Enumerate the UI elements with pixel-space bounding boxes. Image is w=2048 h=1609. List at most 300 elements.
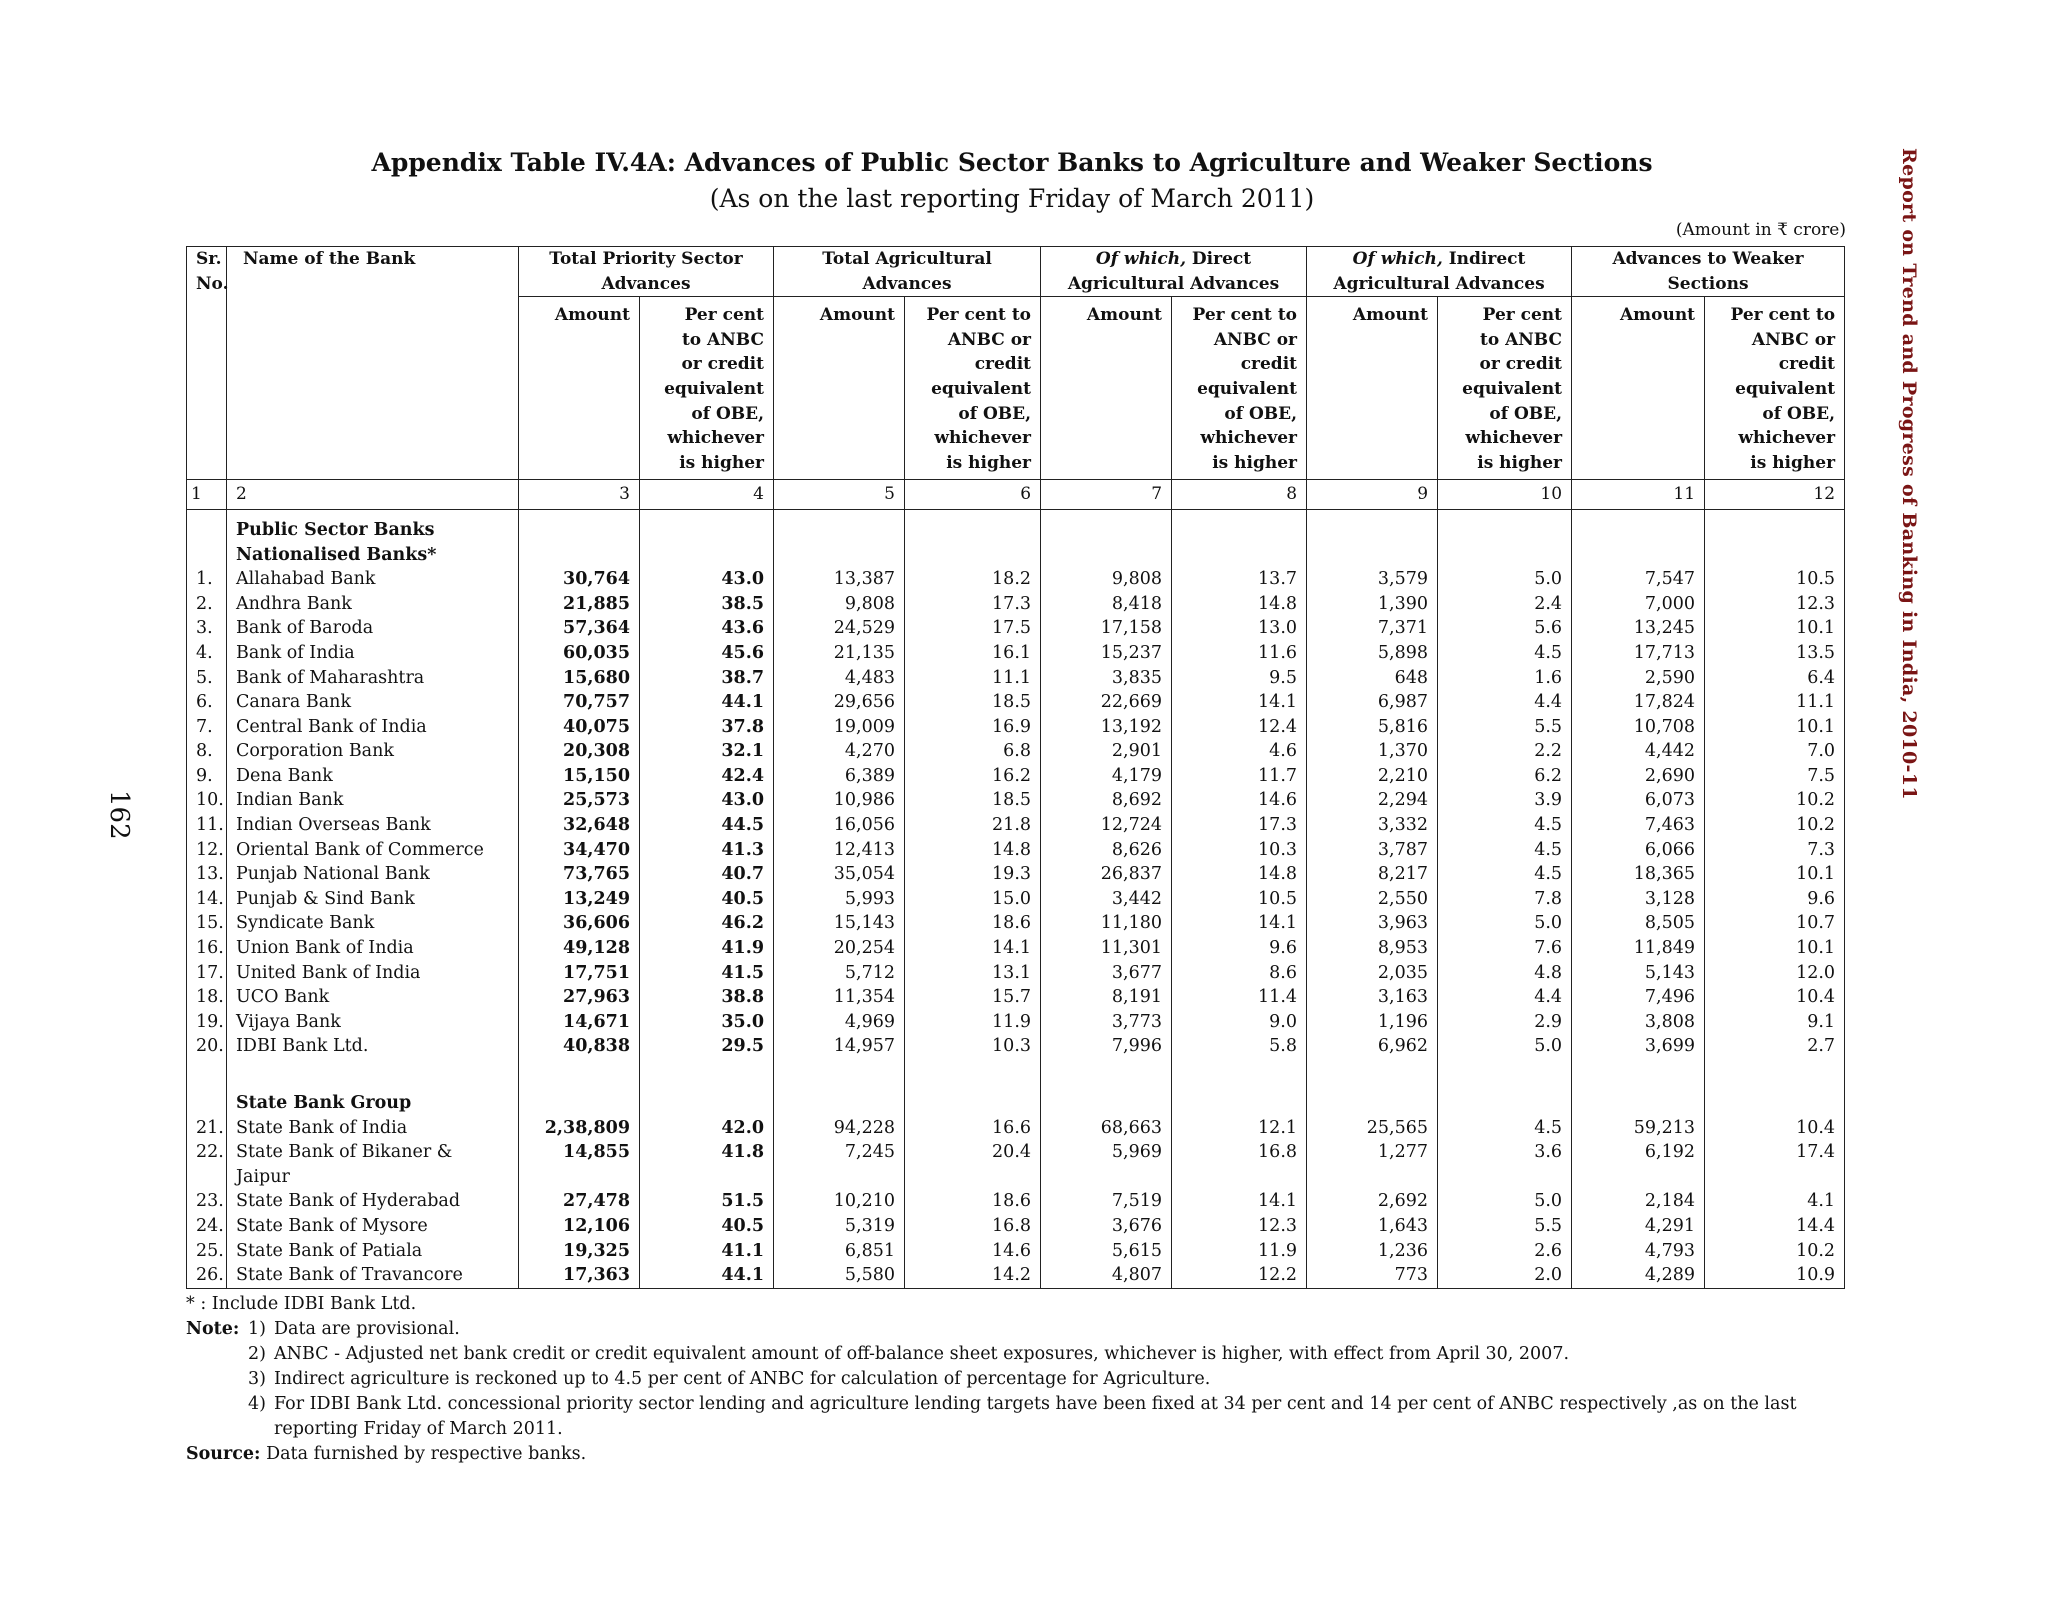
weaker-amount: 18,365 bbox=[1572, 862, 1705, 887]
direct-percent: 9.6 bbox=[1172, 936, 1307, 961]
priority-percent: 32.1 bbox=[640, 739, 774, 764]
indirect-percent: 3.9 bbox=[1438, 788, 1572, 813]
indirect-percent: 4.5 bbox=[1438, 862, 1572, 887]
weaker-percent: 10.1 bbox=[1705, 715, 1845, 740]
weaker-amount: 3,699 bbox=[1572, 1034, 1705, 1059]
sr-no: 17. bbox=[187, 961, 227, 986]
direct-percent: 16.8 bbox=[1172, 1140, 1307, 1189]
sr-no: 5. bbox=[187, 666, 227, 691]
bank-name: Syndicate Bank bbox=[227, 911, 519, 936]
bank-name: State Bank of Travancore bbox=[227, 1263, 519, 1288]
indirect-percent: 6.2 bbox=[1438, 764, 1572, 789]
sr-no: 25. bbox=[187, 1239, 227, 1264]
agri-percent: 16.9 bbox=[905, 715, 1041, 740]
weaker-percent: 10.2 bbox=[1705, 788, 1845, 813]
priority-percent: 42.4 bbox=[640, 764, 774, 789]
agri-amount: 14,957 bbox=[774, 1034, 905, 1059]
weaker-amount: 3,808 bbox=[1572, 1010, 1705, 1035]
direct-percent: 14.6 bbox=[1172, 788, 1307, 813]
agri-amount: 20,254 bbox=[774, 936, 905, 961]
weaker-percent: 11.1 bbox=[1705, 690, 1845, 715]
table-title: Appendix Table IV.4A: Advances of Public Sector Banks to Agriculture and Weaker Sections bbox=[371, 148, 1653, 177]
sr-no: 7. bbox=[187, 715, 227, 740]
bank-name: Allahabad Bank bbox=[227, 567, 519, 592]
table-row bbox=[187, 1189, 1845, 1214]
agri-amount: 6,389 bbox=[774, 764, 905, 789]
direct-amount: 3,676 bbox=[1041, 1214, 1172, 1239]
agri-percent: 17.5 bbox=[905, 616, 1041, 641]
weaker-amount: 2,690 bbox=[1572, 764, 1705, 789]
agri-amount: 10,986 bbox=[774, 788, 905, 813]
indirect-percent: 4.5 bbox=[1438, 813, 1572, 838]
priority-amount: 60,035 bbox=[519, 641, 640, 666]
direct-percent: 14.1 bbox=[1172, 911, 1307, 936]
direct-amount: 3,442 bbox=[1041, 887, 1172, 912]
direct-percent: 14.8 bbox=[1172, 862, 1307, 887]
weaker-amount: 4,289 bbox=[1572, 1263, 1705, 1288]
weaker-amount: 10,708 bbox=[1572, 715, 1705, 740]
direct-percent: 11.9 bbox=[1172, 1239, 1307, 1264]
table-row bbox=[187, 666, 1845, 691]
sr-no: 24. bbox=[187, 1214, 227, 1239]
direct-percent: 17.3 bbox=[1172, 813, 1307, 838]
indirect-amount: 8,217 bbox=[1307, 862, 1438, 887]
agri-amount: 35,054 bbox=[774, 862, 905, 887]
indirect-percent: 2.6 bbox=[1438, 1239, 1572, 1264]
sr-no: 21. bbox=[187, 1116, 227, 1141]
weaker-percent: 10.4 bbox=[1705, 985, 1845, 1010]
agri-percent: 18.2 bbox=[905, 567, 1041, 592]
agri-percent: 20.4 bbox=[905, 1140, 1041, 1189]
direct-percent: 10.3 bbox=[1172, 838, 1307, 863]
agri-amount: 19,009 bbox=[774, 715, 905, 740]
direct-amount: 2,901 bbox=[1041, 739, 1172, 764]
direct-amount: 8,692 bbox=[1041, 788, 1172, 813]
indirect-amount: 648 bbox=[1307, 666, 1438, 691]
indirect-amount: 1,390 bbox=[1307, 592, 1438, 617]
note-label: Note: bbox=[186, 1319, 240, 1339]
direct-amount: 22,669 bbox=[1041, 690, 1172, 715]
priority-percent: 41.8 bbox=[640, 1140, 774, 1189]
agri-percent: 16.6 bbox=[905, 1116, 1041, 1141]
priority-percent: 35.0 bbox=[640, 1010, 774, 1035]
indirect-percent: 2.0 bbox=[1438, 1263, 1572, 1288]
priority-amount: 40,075 bbox=[519, 715, 640, 740]
priority-percent: 42.0 bbox=[640, 1116, 774, 1141]
section-heading-row bbox=[187, 543, 1845, 568]
indirect-amount: 5,898 bbox=[1307, 641, 1438, 666]
indirect-amount: 2,550 bbox=[1307, 887, 1438, 912]
priority-amount: 73,765 bbox=[519, 862, 640, 887]
indirect-amount: 3,332 bbox=[1307, 813, 1438, 838]
indirect-percent: 5.6 bbox=[1438, 616, 1572, 641]
agri-percent: 16.8 bbox=[905, 1214, 1041, 1239]
priority-percent: 40.5 bbox=[640, 887, 774, 912]
weaker-percent: 9.6 bbox=[1705, 887, 1845, 912]
weaker-amount: 6,192 bbox=[1572, 1140, 1705, 1189]
bank-name: Union Bank of India bbox=[227, 936, 519, 961]
direct-amount: 7,519 bbox=[1041, 1189, 1172, 1214]
bank-name: State Bank of India bbox=[227, 1116, 519, 1141]
table-row bbox=[187, 1140, 1845, 1189]
priority-amount: 30,764 bbox=[519, 567, 640, 592]
priority-amount: 34,470 bbox=[519, 838, 640, 863]
sr-no: 14. bbox=[187, 887, 227, 912]
table-row bbox=[187, 985, 1845, 1010]
direct-percent: 5.8 bbox=[1172, 1034, 1307, 1059]
direct-percent: 14.8 bbox=[1172, 592, 1307, 617]
bank-name: United Bank of India bbox=[227, 961, 519, 986]
priority-amount: 70,757 bbox=[519, 690, 640, 715]
bank-name: Punjab & Sind Bank bbox=[227, 887, 519, 912]
bank-name: State Bank of Bikaner & Jaipur bbox=[227, 1140, 519, 1189]
indirect-percent: 2.2 bbox=[1438, 739, 1572, 764]
note-4: 4) For IDBI Bank Ltd. concessional priority sector lending and agriculture lending targets have been fixed at 34 per cent and 14 per cent of ANBC respectively ,as on the last reporting Friday of March 2011. bbox=[248, 1394, 1797, 1439]
agri-amount: 12,413 bbox=[774, 838, 905, 863]
direct-amount: 11,301 bbox=[1041, 936, 1172, 961]
indirect-percent: 4.5 bbox=[1438, 1116, 1572, 1141]
table-row bbox=[187, 1263, 1845, 1288]
priority-amount: 14,855 bbox=[519, 1140, 640, 1189]
direct-amount: 9,808 bbox=[1041, 567, 1172, 592]
direct-percent: 12.3 bbox=[1172, 1214, 1307, 1239]
sr-no: 6. bbox=[187, 690, 227, 715]
note-3: 3) Indirect agriculture is reckoned up to 4.5 per cent of ANBC for calculation of percentage for Agriculture. bbox=[248, 1369, 1211, 1389]
agri-percent: 16.1 bbox=[905, 641, 1041, 666]
table-row bbox=[187, 1116, 1845, 1141]
header-amount: Amount bbox=[1041, 297, 1172, 480]
weaker-percent: 2.7 bbox=[1705, 1034, 1845, 1059]
direct-amount: 8,191 bbox=[1041, 985, 1172, 1010]
sr-no: 22. bbox=[187, 1140, 227, 1189]
indirect-amount: 8,953 bbox=[1307, 936, 1438, 961]
column-number: 12 bbox=[1705, 480, 1845, 510]
agri-amount: 10,210 bbox=[774, 1189, 905, 1214]
weaker-percent: 12.3 bbox=[1705, 592, 1845, 617]
priority-percent: 41.5 bbox=[640, 961, 774, 986]
bank-name: Andhra Bank bbox=[227, 592, 519, 617]
sr-no: 23. bbox=[187, 1189, 227, 1214]
column-number: 7 bbox=[1041, 480, 1172, 510]
agri-percent: 13.1 bbox=[905, 961, 1041, 986]
agri-percent: 11.1 bbox=[905, 666, 1041, 691]
indirect-percent: 3.6 bbox=[1438, 1140, 1572, 1189]
priority-amount: 27,963 bbox=[519, 985, 640, 1010]
sr-no: 3. bbox=[187, 616, 227, 641]
bank-name: Vijaya Bank bbox=[227, 1010, 519, 1035]
agri-amount: 4,270 bbox=[774, 739, 905, 764]
table-row bbox=[187, 1214, 1845, 1239]
priority-amount: 13,249 bbox=[519, 887, 640, 912]
column-number: 3 bbox=[519, 480, 640, 510]
agri-amount: 13,387 bbox=[774, 567, 905, 592]
indirect-amount: 2,210 bbox=[1307, 764, 1438, 789]
priority-percent: 44.1 bbox=[640, 690, 774, 715]
advances-table bbox=[186, 246, 1845, 1289]
direct-amount: 4,179 bbox=[1041, 764, 1172, 789]
agri-percent: 18.6 bbox=[905, 911, 1041, 936]
agri-amount: 5,319 bbox=[774, 1214, 905, 1239]
weaker-percent: 13.5 bbox=[1705, 641, 1845, 666]
sr-no: 1. bbox=[187, 567, 227, 592]
agri-amount: 6,851 bbox=[774, 1239, 905, 1264]
table-row bbox=[187, 911, 1845, 936]
weaker-amount: 3,128 bbox=[1572, 887, 1705, 912]
agri-amount: 9,808 bbox=[774, 592, 905, 617]
sr-no: 10. bbox=[187, 788, 227, 813]
agri-amount: 29,656 bbox=[774, 690, 905, 715]
weaker-amount: 4,291 bbox=[1572, 1214, 1705, 1239]
direct-amount: 5,969 bbox=[1041, 1140, 1172, 1189]
agri-amount: 11,354 bbox=[774, 985, 905, 1010]
bank-name: Bank of India bbox=[227, 641, 519, 666]
agri-amount: 21,135 bbox=[774, 641, 905, 666]
sr-no: 20. bbox=[187, 1034, 227, 1059]
sr-no: 4. bbox=[187, 641, 227, 666]
note-1: Note: 1) Data are provisional. bbox=[186, 1317, 1846, 1342]
agri-amount: 7,245 bbox=[774, 1140, 905, 1189]
column-number: 1 bbox=[187, 480, 227, 510]
indirect-amount: 2,294 bbox=[1307, 788, 1438, 813]
weaker-percent: 10.1 bbox=[1705, 616, 1845, 641]
section-heading: Nationalised Banks* bbox=[227, 543, 519, 568]
weaker-percent: 10.1 bbox=[1705, 936, 1845, 961]
agri-percent: 14.6 bbox=[905, 1239, 1041, 1264]
priority-percent: 37.8 bbox=[640, 715, 774, 740]
priority-percent: 41.9 bbox=[640, 936, 774, 961]
agri-percent: 11.9 bbox=[905, 1010, 1041, 1035]
direct-amount: 8,626 bbox=[1041, 838, 1172, 863]
page-number: 162 bbox=[104, 790, 134, 840]
priority-percent: 44.5 bbox=[640, 813, 774, 838]
agri-percent: 17.3 bbox=[905, 592, 1041, 617]
table-row bbox=[187, 862, 1845, 887]
bank-name: Central Bank of India bbox=[227, 715, 519, 740]
agri-percent: 14.1 bbox=[905, 936, 1041, 961]
column-number: 2 bbox=[227, 480, 519, 510]
indirect-amount: 6,962 bbox=[1307, 1034, 1438, 1059]
column-number: 8 bbox=[1172, 480, 1307, 510]
direct-percent: 11.4 bbox=[1172, 985, 1307, 1010]
agri-amount: 94,228 bbox=[774, 1116, 905, 1141]
header-percent-anbc: Per cent to ANBC or credit equivalent of OBE, whichever is higher bbox=[1172, 297, 1307, 480]
section-heading: Public Sector Banks bbox=[227, 509, 519, 542]
direct-percent: 8.6 bbox=[1172, 961, 1307, 986]
weaker-percent: 10.2 bbox=[1705, 813, 1845, 838]
indirect-amount: 1,236 bbox=[1307, 1239, 1438, 1264]
header-group-direct: Of which, Direct Agricultural Advances bbox=[1041, 247, 1307, 297]
priority-amount: 17,751 bbox=[519, 961, 640, 986]
column-number-row bbox=[187, 480, 1845, 510]
direct-percent: 10.5 bbox=[1172, 887, 1307, 912]
direct-amount: 3,835 bbox=[1041, 666, 1172, 691]
header-percent-anbc: Per cent to ANBC or credit equivalent of OBE, whichever is higher bbox=[640, 297, 774, 480]
priority-amount: 49,128 bbox=[519, 936, 640, 961]
sr-no: 13. bbox=[187, 862, 227, 887]
direct-amount: 15,237 bbox=[1041, 641, 1172, 666]
direct-amount: 11,180 bbox=[1041, 911, 1172, 936]
column-number: 4 bbox=[640, 480, 774, 510]
column-number: 9 bbox=[1307, 480, 1438, 510]
agri-amount: 4,483 bbox=[774, 666, 905, 691]
table-row bbox=[187, 764, 1845, 789]
priority-percent: 38.7 bbox=[640, 666, 774, 691]
footnote: * : Include IDBI Bank Ltd. bbox=[186, 1294, 417, 1314]
header-sr-no: Sr. No. bbox=[187, 247, 227, 480]
agri-amount: 4,969 bbox=[774, 1010, 905, 1035]
indirect-percent: 5.0 bbox=[1438, 1034, 1572, 1059]
column-number: 5 bbox=[774, 480, 905, 510]
direct-percent: 12.4 bbox=[1172, 715, 1307, 740]
direct-percent: 14.1 bbox=[1172, 690, 1307, 715]
header-percent-anbc: Per cent to ANBC or credit equivalent of OBE, whichever is higher bbox=[1705, 297, 1845, 480]
table-row bbox=[187, 813, 1845, 838]
weaker-percent: 10.7 bbox=[1705, 911, 1845, 936]
indirect-percent: 4.5 bbox=[1438, 641, 1572, 666]
indirect-percent: 5.0 bbox=[1438, 567, 1572, 592]
weaker-percent: 10.1 bbox=[1705, 862, 1845, 887]
agri-amount: 5,580 bbox=[774, 1263, 905, 1288]
weaker-percent: 9.1 bbox=[1705, 1010, 1845, 1035]
priority-percent: 38.5 bbox=[640, 592, 774, 617]
priority-amount: 19,325 bbox=[519, 1239, 640, 1264]
table-row bbox=[187, 1010, 1845, 1035]
weaker-amount: 17,824 bbox=[1572, 690, 1705, 715]
weaker-percent: 10.9 bbox=[1705, 1263, 1845, 1288]
column-number: 10 bbox=[1438, 480, 1572, 510]
sr-no: 8. bbox=[187, 739, 227, 764]
agri-percent: 21.8 bbox=[905, 813, 1041, 838]
sr-no: 12. bbox=[187, 838, 227, 863]
weaker-percent: 7.5 bbox=[1705, 764, 1845, 789]
header-amount: Amount bbox=[519, 297, 640, 480]
direct-percent: 12.1 bbox=[1172, 1116, 1307, 1141]
agri-percent: 18.5 bbox=[905, 690, 1041, 715]
indirect-percent: 5.5 bbox=[1438, 1214, 1572, 1239]
agri-percent: 16.2 bbox=[905, 764, 1041, 789]
bank-name: Indian Bank bbox=[227, 788, 519, 813]
bank-name: State Bank of Mysore bbox=[227, 1214, 519, 1239]
bank-name: IDBI Bank Ltd. bbox=[227, 1034, 519, 1059]
sr-no: 26. bbox=[187, 1263, 227, 1288]
weaker-amount: 8,505 bbox=[1572, 911, 1705, 936]
indirect-amount: 1,370 bbox=[1307, 739, 1438, 764]
direct-percent: 13.7 bbox=[1172, 567, 1307, 592]
table-row bbox=[187, 641, 1845, 666]
direct-amount: 3,677 bbox=[1041, 961, 1172, 986]
priority-percent: 43.0 bbox=[640, 788, 774, 813]
direct-amount: 7,996 bbox=[1041, 1034, 1172, 1059]
weaker-amount: 7,547 bbox=[1572, 567, 1705, 592]
sr-no: 2. bbox=[187, 592, 227, 617]
priority-percent: 29.5 bbox=[640, 1034, 774, 1059]
bank-name: State Bank of Patiala bbox=[227, 1239, 519, 1264]
priority-amount: 40,838 bbox=[519, 1034, 640, 1059]
indirect-percent: 5.5 bbox=[1438, 715, 1572, 740]
indirect-amount: 2,035 bbox=[1307, 961, 1438, 986]
indirect-percent: 2.4 bbox=[1438, 592, 1572, 617]
header-group-priority: Total Priority Sector Advances bbox=[519, 247, 774, 297]
priority-amount: 57,364 bbox=[519, 616, 640, 641]
weaker-amount: 2,184 bbox=[1572, 1189, 1705, 1214]
header-group-weaker: Advances to Weaker Sections bbox=[1572, 247, 1845, 297]
source-line: Source: Data furnished by respective banks. bbox=[186, 1444, 587, 1464]
direct-percent: 13.0 bbox=[1172, 616, 1307, 641]
direct-amount: 5,615 bbox=[1041, 1239, 1172, 1264]
weaker-amount: 11,849 bbox=[1572, 936, 1705, 961]
priority-amount: 20,308 bbox=[519, 739, 640, 764]
priority-amount: 25,573 bbox=[519, 788, 640, 813]
bank-name: Dena Bank bbox=[227, 764, 519, 789]
agri-amount: 15,143 bbox=[774, 911, 905, 936]
indirect-amount: 2,692 bbox=[1307, 1189, 1438, 1214]
weaker-percent: 6.4 bbox=[1705, 666, 1845, 691]
sr-no: 19. bbox=[187, 1010, 227, 1035]
weaker-amount: 4,442 bbox=[1572, 739, 1705, 764]
indirect-amount: 773 bbox=[1307, 1263, 1438, 1288]
table-subtitle: (As on the last reporting Friday of March 2011) bbox=[709, 184, 1315, 213]
weaker-amount: 7,463 bbox=[1572, 813, 1705, 838]
section-heading: State Bank Group bbox=[227, 1091, 519, 1116]
amount-unit-note: (Amount in ₹ crore) bbox=[1675, 220, 1846, 240]
direct-amount: 8,418 bbox=[1041, 592, 1172, 617]
bank-name: Corporation Bank bbox=[227, 739, 519, 764]
agri-amount: 5,712 bbox=[774, 961, 905, 986]
indirect-percent: 4.5 bbox=[1438, 838, 1572, 863]
indirect-amount: 1,277 bbox=[1307, 1140, 1438, 1189]
indirect-percent: 2.9 bbox=[1438, 1010, 1572, 1035]
indirect-amount: 7,371 bbox=[1307, 616, 1438, 641]
direct-percent: 11.7 bbox=[1172, 764, 1307, 789]
weaker-amount: 2,590 bbox=[1572, 666, 1705, 691]
weaker-amount: 13,245 bbox=[1572, 616, 1705, 641]
direct-amount: 17,158 bbox=[1041, 616, 1172, 641]
table-row bbox=[187, 1034, 1845, 1059]
weaker-amount: 59,213 bbox=[1572, 1116, 1705, 1141]
weaker-percent: 17.4 bbox=[1705, 1140, 1845, 1189]
table-row bbox=[187, 788, 1845, 813]
header-percent-anbc: Per cent to ANBC or credit equivalent of OBE, whichever is higher bbox=[1438, 297, 1572, 480]
column-number: 11 bbox=[1572, 480, 1705, 510]
direct-percent: 9.0 bbox=[1172, 1010, 1307, 1035]
priority-amount: 12,106 bbox=[519, 1214, 640, 1239]
priority-amount: 32,648 bbox=[519, 813, 640, 838]
sr-no: 11. bbox=[187, 813, 227, 838]
weaker-amount: 7,496 bbox=[1572, 985, 1705, 1010]
direct-amount: 4,807 bbox=[1041, 1263, 1172, 1288]
bank-name: Bank of Baroda bbox=[227, 616, 519, 641]
priority-percent: 45.6 bbox=[640, 641, 774, 666]
direct-percent: 14.1 bbox=[1172, 1189, 1307, 1214]
bank-name: Canara Bank bbox=[227, 690, 519, 715]
priority-percent: 46.2 bbox=[640, 911, 774, 936]
priority-amount: 15,680 bbox=[519, 666, 640, 691]
weaker-amount: 17,713 bbox=[1572, 641, 1705, 666]
header-percent-anbc: Per cent to ANBC or credit equivalent of OBE, whichever is higher bbox=[905, 297, 1041, 480]
indirect-percent: 4.8 bbox=[1438, 961, 1572, 986]
weaker-amount: 6,073 bbox=[1572, 788, 1705, 813]
header-bank-name: Name of the Bank bbox=[227, 247, 519, 480]
indirect-percent: 5.0 bbox=[1438, 1189, 1572, 1214]
sr-no: 15. bbox=[187, 911, 227, 936]
header-amount: Amount bbox=[1307, 297, 1438, 480]
table-row bbox=[187, 936, 1845, 961]
indirect-percent: 4.4 bbox=[1438, 985, 1572, 1010]
header-group-indirect: Of which, Indirect Agricultural Advances bbox=[1307, 247, 1572, 297]
section-heading-row bbox=[187, 509, 1845, 542]
indirect-amount: 1,196 bbox=[1307, 1010, 1438, 1035]
agri-percent: 15.7 bbox=[905, 985, 1041, 1010]
